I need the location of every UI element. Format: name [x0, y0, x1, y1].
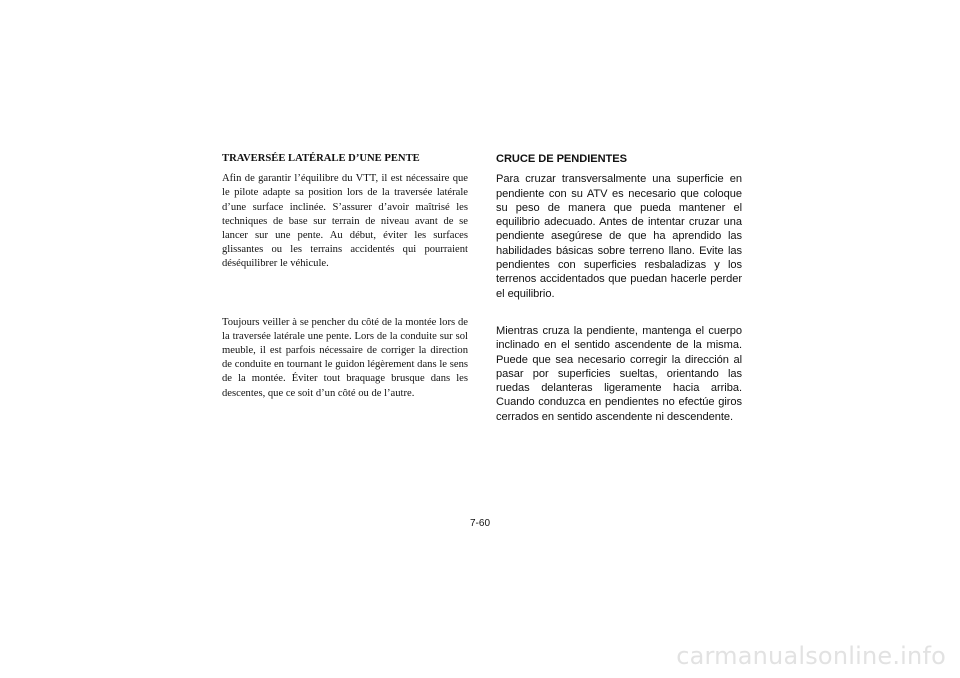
page-number: 7-60: [469, 518, 490, 529]
spanish-section-heading: CRUCE DE PENDIENTES: [496, 153, 627, 165]
spanish-paragraph-lean: Mientras cruza la pendiente, mantenga el cuerpo inclinado en el sentido ascendente de la misma. Puede que sea necesario corregir la dirección al pasar por superficies sueltas, orientando las ruedas delanteras ligeramente hacia arriba. Cuando conduzca en pendientes no efectúe giros cerrados en sentido ascendente ni descendente.: [496, 324, 742, 423]
french-column: [222, 152, 468, 401]
french-paragraph-balance: Afin de garantir l’équilibre du VTT, il est nécessaire que le pilote adapte sa position lors de la traversée latérale d’une surface inclinée. S’assurer d’avoir maîtrisé les techniques de base sur terrain de niveau avant de se lancer sur une pente. Au début, éviter les surfaces glissantes ou les terrains accidentés qui pourraient déséquilibrer le véhicule.: [222, 173, 468, 270]
french-section-heading: TRAVERSÉE LATÉRALE D’UNE PENTE: [222, 153, 420, 164]
spanish-column: [496, 152, 742, 424]
spanish-paragraph-balance: Para cruzar transversalmente una superficie en pendiente con su ATV es necesario que coloque su peso de manera que pueda mantener el equilibrio adecuado. Antes de intentar cruzar una pendiente asegúrese de que ha aprendido las habilidades básicas sobre terreno llano. Evite las pendientes con superficies resbaladizas y los terrenos accidentados que puedan hacerle perder el equilibrio.: [496, 173, 742, 300]
watermark-text: carmanualsonline.info: [676, 642, 946, 670]
french-paragraph-lean: Toujours veiller à se pencher du côté de la montée lors de la traversée latérale une pente. Lors de la conduite sur sol meuble, il est parfois nécessaire de corriger la direction de conduite en tournant le guidon légèrement dans le sens de la montée. Éviter tout braquage brusque dans les descentes, que ce soit d’un côté ou de l’autre.: [222, 316, 468, 399]
